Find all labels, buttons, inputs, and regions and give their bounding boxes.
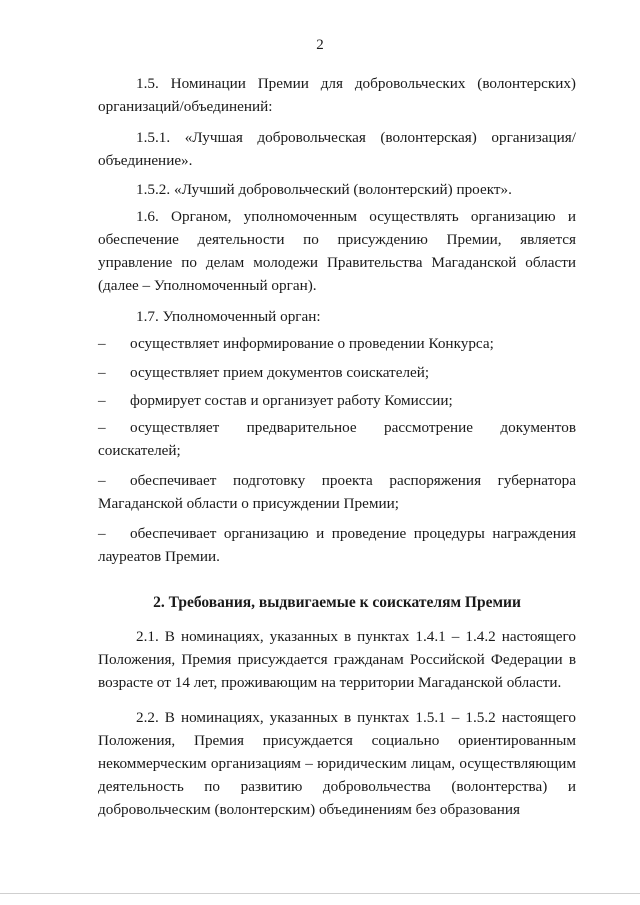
paragraph-1-7: 1.7. Уполномоченный орган:: [136, 308, 321, 325]
paragraph-2-2: 2.2. В номинациях, указанных в пунктах 1.5.1 – 1.5.2 настоящего Положения, Премия присуждается социально ориентированным некоммерческим организациям – юридическим лицам, осуществляющим деятельность по развитию добровольчества (волонтерства) и добровольческим (волонтерским) объединениям без образования: [98, 709, 576, 818]
list-item-text: осуществляет информирование о проведении Конкурса;: [130, 335, 494, 352]
paragraph-2-1: 2.1. В номинациях, указанных в пунктах 1.4.1 – 1.4.2 настоящего Положения, Премия присуждается гражданам Российской Федерации в возрасте от 14 лет, проживающим на территории Магаданской области.: [98, 628, 576, 691]
list-item: [98, 522, 576, 568]
dash-marker: –: [98, 392, 106, 409]
list-item-text: обеспечивает организацию и проведение процедуры награждения лауреатов Премии.: [98, 525, 576, 565]
paragraph-1-6: 1.6. Органом, уполномоченным осуществлять организацию и обеспечение деятельности по присуждению Премии, является управление по делам молодежи Правительства Магаданской области (далее – Уполномоченный орган).: [98, 208, 576, 294]
page-number: 2: [316, 37, 324, 53]
dash-marker: –: [98, 472, 106, 489]
paragraph-1-5: 1.5. Номинации Премии для добровольческих (волонтерских) организаций/объединений:: [98, 75, 576, 115]
paragraph-1-5-1: 1.5.1. «Лучшая добровольческая (волонтерская) организация/ объединение».: [98, 129, 576, 169]
dash-marker: –: [98, 419, 106, 436]
list-item-text: обеспечивает подготовку проекта распоряжения губернатора Магаданской области о присуждении Премии;: [98, 472, 576, 512]
list-item: [98, 389, 576, 412]
list-item: [98, 416, 576, 462]
scan-edge-line: [0, 893, 640, 894]
dash-marker: –: [98, 525, 106, 542]
list-item-text: осуществляет прием документов соискателей;: [130, 364, 430, 381]
list-item-text: осуществляет предварительное рассмотрение документов соискателей;: [98, 419, 576, 459]
list-item: [98, 361, 576, 384]
list-item: [98, 469, 576, 515]
list-item-text: формирует состав и организует работу Комиссии;: [130, 392, 453, 409]
section-heading: 2. Требования, выдвигаемые к соискателям Премии: [153, 594, 521, 611]
paragraph-1-5-2: 1.5.2. «Лучший добровольческий (волонтерский) проект».: [136, 181, 512, 198]
list-item: [98, 332, 576, 355]
dash-marker: –: [98, 364, 106, 381]
dash-marker: –: [98, 335, 106, 352]
